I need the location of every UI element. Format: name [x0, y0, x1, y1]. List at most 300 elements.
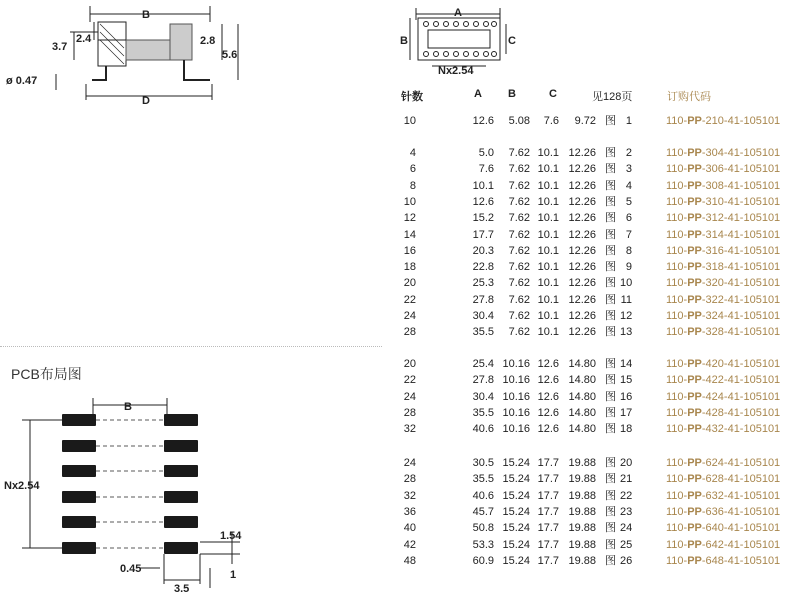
table-row [398, 520, 798, 536]
dim-b-cell: 10.16 [502, 390, 530, 403]
dim-a-cell: 17.7 [472, 228, 494, 241]
dim-a-cell: 45.7 [472, 505, 494, 518]
pin-count-cell: 20 [403, 277, 416, 290]
pin-count-cell: 48 [403, 554, 416, 567]
table-row [398, 421, 798, 437]
order-code-suffix: -306-41-105101 [701, 163, 781, 176]
figure-label-cell: 图 [605, 554, 616, 567]
dim-5-6-label: 5.6 [222, 49, 238, 61]
dim-b-cell: 15.24 [502, 457, 530, 469]
order-code-prefix: 110- [666, 310, 688, 322]
figure-label-cell: 图 [605, 457, 616, 469]
order-code-suffix: -422-41-105101 [701, 374, 781, 387]
table-row [398, 194, 798, 210]
table-row [398, 161, 798, 177]
dim-c-cell: 12.6 [537, 406, 559, 419]
dim-d-cell: 14.80 [568, 358, 596, 370]
dim-a-cell: 60.9 [472, 554, 494, 567]
dim-c-cell: 10.1 [537, 163, 559, 176]
dim-b-cell: 7.62 [508, 212, 530, 225]
dim-a-cell: 30.4 [472, 310, 494, 322]
dim-b-cell: 7.62 [508, 228, 530, 241]
table-row [398, 324, 798, 340]
figure-label-cell: 图 [605, 261, 616, 274]
dim-c-cell: 10.1 [537, 179, 559, 192]
table-row [398, 227, 798, 243]
table-row [398, 210, 798, 226]
order-code-cell [666, 259, 780, 275]
order-code-prefix: 110- [666, 423, 688, 436]
figure-label-cell: 图 [605, 115, 616, 127]
socket-dim-b-label: B [400, 35, 408, 47]
dim-c-cell: 17.7 [537, 489, 559, 502]
dim-a-cell: 30.4 [472, 390, 494, 403]
order-code-suffix: -642-41-105101 [701, 538, 781, 551]
order-code-cell [666, 537, 780, 553]
order-code-prefix: 110- [666, 522, 688, 535]
pcb-pad [62, 414, 96, 426]
dim-d-cell: 12.26 [568, 163, 596, 176]
pcb-layout-title: PCB布局图 [11, 366, 82, 382]
pcb-pad [62, 516, 96, 528]
pin-count-cell: 42 [403, 538, 416, 551]
pin-count-cell: 4 [409, 147, 416, 159]
order-code-plating: PP [687, 195, 702, 208]
pcb-pad [164, 465, 198, 477]
order-code-suffix: -312-41-105101 [701, 212, 781, 225]
order-code-plating: PP [687, 326, 702, 339]
figure-number-cell: 9 [625, 261, 632, 274]
figure-number-cell: 23 [620, 505, 633, 518]
dim-c-cell: 17.7 [537, 457, 559, 469]
figure-number-cell: 20 [620, 457, 633, 469]
pcb-dim-pitch-label: Nx2.54 [4, 480, 40, 492]
dim-a-cell: 30.5 [472, 457, 494, 469]
dim-a-cell: 40.6 [472, 489, 494, 502]
header-order-code: 订购代码 [667, 91, 711, 103]
figure-label-cell: 图 [605, 179, 616, 192]
dim-a-cell: 12.6 [472, 115, 494, 127]
dim-diameter-label: ø 0.47 [6, 75, 38, 87]
dim-b-cell: 15.24 [502, 554, 530, 567]
order-code-plating: PP [687, 406, 702, 419]
dim-d-cell: 12.26 [568, 212, 596, 225]
order-code-suffix: -632-41-105101 [701, 489, 781, 502]
pin-count-cell: 22 [403, 374, 416, 387]
order-code-cell [666, 292, 780, 308]
order-code-suffix: -420-41-105101 [701, 358, 781, 370]
dim-c-cell: 10.1 [537, 147, 559, 159]
pcb-pad [164, 440, 198, 452]
order-code-prefix: 110- [666, 115, 688, 127]
pcb-pad [62, 542, 96, 554]
figure-label-cell: 图 [605, 163, 616, 176]
figure-number-cell: 11 [620, 293, 632, 306]
order-code-plating: PP [687, 244, 702, 257]
order-code-plating: PP [687, 212, 702, 225]
dim-2-8-label: 2.8 [200, 35, 216, 47]
order-code-plating: PP [687, 261, 702, 274]
figure-label-cell: 图 [605, 423, 616, 436]
order-code-suffix: -314-41-105101 [701, 228, 781, 241]
header-b: B [508, 88, 516, 100]
dim-d-cell: 14.80 [568, 374, 596, 387]
dim-a-cell: 40.6 [472, 423, 494, 436]
dim-d-cell: 12.26 [568, 244, 596, 257]
dim-c-cell: 12.6 [537, 390, 559, 403]
order-code-suffix: -322-41-105101 [701, 293, 781, 306]
dim-b-cell: 7.62 [508, 261, 530, 274]
dim-b-cell: 15.24 [502, 538, 530, 551]
order-code-suffix: -624-41-105101 [701, 457, 781, 469]
dim-a-cell: 53.3 [472, 538, 494, 551]
table-row [398, 259, 798, 275]
figure-number-cell: 17 [620, 406, 633, 419]
order-code-prefix: 110- [666, 406, 688, 419]
figure-number-cell: 6 [625, 212, 632, 225]
dim-c-cell: 17.7 [537, 538, 559, 551]
table-row [398, 405, 798, 421]
dim-d-cell: 12.26 [568, 147, 596, 159]
dim-c-cell: 17.7 [537, 473, 559, 486]
dim-b-cell: 10.16 [502, 374, 530, 387]
figure-number-cell: 5 [625, 195, 632, 208]
dim-a-cell: 12.6 [472, 195, 494, 208]
dim-a-cell: 35.5 [472, 326, 494, 339]
figure-number-cell: 14 [620, 358, 633, 370]
order-code-suffix: -424-41-105101 [701, 390, 781, 403]
order-code-prefix: 110- [666, 457, 688, 469]
pin-count-cell: 22 [403, 293, 416, 306]
figure-label-cell: 图 [605, 374, 616, 387]
order-code-cell [666, 243, 780, 259]
order-code-cell [666, 356, 780, 372]
order-code-plating: PP [687, 310, 702, 322]
table-row [398, 145, 798, 161]
figure-number-cell: 22 [620, 489, 633, 502]
dim-a-cell: 20.3 [472, 244, 494, 257]
figure-number-cell: 18 [620, 423, 633, 436]
order-code-plating: PP [687, 147, 702, 159]
order-code-prefix: 110- [666, 212, 688, 225]
pcb-pad [62, 440, 96, 452]
order-code-plating: PP [687, 277, 702, 290]
figure-label-cell: 图 [605, 473, 616, 486]
socket-top-drawing [396, 4, 526, 78]
dim-c-cell: 10.1 [537, 293, 559, 306]
pin-count-cell: 10 [403, 195, 416, 208]
table-row [398, 178, 798, 194]
dim-a-cell: 10.1 [472, 179, 494, 192]
dim-d-cell: 12.26 [568, 261, 596, 274]
figure-number-cell: 21 [620, 473, 633, 486]
order-code-prefix: 110- [666, 390, 688, 403]
dim-c-cell: 17.7 [537, 505, 559, 518]
order-code-cell [666, 194, 780, 210]
dim-a-cell: 25.4 [472, 358, 494, 370]
pcb-dim-0-45-label: 0.45 [120, 563, 142, 575]
pin-count-cell: 20 [403, 358, 416, 370]
socket-dim-pitch-label: Nx2.54 [438, 65, 474, 77]
pcb-pad [164, 414, 198, 426]
table-row [398, 455, 798, 471]
table-row [398, 275, 798, 291]
dim-b-cell: 10.16 [502, 406, 530, 419]
order-code-cell [666, 553, 780, 569]
dim-d-cell: 19.88 [568, 538, 596, 551]
order-code-cell [666, 504, 780, 520]
pcb-dim-b-label: B [124, 401, 132, 413]
order-code-suffix: -320-41-105101 [701, 277, 781, 290]
dim-d-cell: 19.88 [568, 457, 596, 469]
figure-label-cell: 图 [605, 489, 616, 502]
section-divider [0, 346, 382, 347]
table-row [398, 308, 798, 324]
dim-b-cell: 7.62 [508, 326, 530, 339]
pcb-pad [62, 491, 96, 503]
dim-d-cell: 12.26 [568, 195, 596, 208]
dim-a-cell: 35.5 [472, 473, 494, 486]
figure-label-cell: 图 [605, 212, 616, 225]
pin-count-cell: 36 [403, 505, 416, 518]
figure-number-cell: 15 [620, 374, 633, 387]
order-code-prefix: 110- [666, 277, 688, 290]
table-row [398, 356, 798, 372]
dim-d-cell: 19.88 [568, 473, 596, 486]
pin-count-cell: 14 [403, 228, 416, 241]
pcb-dim-1-54-label: 1.54 [220, 530, 242, 542]
order-code-prefix: 110- [666, 505, 688, 518]
header-pins: 针数 [401, 91, 423, 103]
pcb-dim-3-5-label: 3.5 [174, 583, 190, 595]
pin-count-cell: 24 [403, 310, 416, 322]
order-code-plating: PP [687, 489, 702, 502]
dim-a-cell: 7.6 [478, 163, 494, 176]
dim-c-cell: 10.1 [537, 261, 559, 274]
dim-d-cell: 12.26 [568, 293, 596, 306]
dim-c-cell: 10.1 [537, 310, 559, 322]
dim-2-4-label: 2.4 [76, 33, 92, 45]
table-row [398, 488, 798, 504]
dim-b-cell: 7.62 [508, 179, 530, 192]
dim-d-cell: 12.26 [568, 179, 596, 192]
dim-a-cell: 15.2 [472, 212, 494, 225]
order-code-plating: PP [687, 390, 702, 403]
pin-count-cell: 28 [403, 406, 416, 419]
socket-dim-c-label: C [508, 35, 516, 47]
order-code-prefix: 110- [666, 228, 688, 241]
socket-dim-a-label: A [454, 7, 462, 19]
dim-d-cell: 14.80 [568, 406, 596, 419]
pin-count-cell: 32 [403, 489, 416, 502]
table-row [398, 389, 798, 405]
figure-label-cell: 图 [605, 195, 616, 208]
figure-label-cell: 图 [605, 310, 616, 322]
order-code-cell [666, 275, 780, 291]
order-code-prefix: 110- [666, 326, 688, 339]
order-code-cell [666, 372, 780, 388]
dim-d-cell: 9.72 [574, 115, 596, 127]
figure-number-cell: 8 [625, 244, 632, 257]
figure-number-cell: 12 [620, 310, 633, 322]
order-code-suffix: -428-41-105101 [701, 406, 781, 419]
figure-label-cell: 图 [605, 326, 616, 339]
dim-d-label: D [142, 95, 150, 107]
order-code-cell [666, 178, 780, 194]
dim-c-cell: 7.6 [543, 115, 559, 127]
order-code-cell [666, 471, 780, 487]
order-code-suffix: -210-41-105101 [701, 115, 781, 127]
order-code-cell [666, 520, 780, 536]
figure-number-cell: 4 [625, 179, 632, 192]
dim-b-cell: 7.62 [508, 310, 530, 322]
pin-count-cell: 16 [403, 244, 416, 257]
pcb-layout-drawing [0, 392, 300, 597]
figure-label-cell: 图 [605, 522, 616, 535]
header-see-page: 见128页 [592, 91, 633, 103]
header-c: C [549, 88, 557, 100]
pcb-pad [62, 465, 96, 477]
table-row [398, 471, 798, 487]
order-code-prefix: 110- [666, 163, 688, 176]
order-code-plating: PP [687, 457, 702, 469]
dim-b-cell: 15.24 [502, 489, 530, 502]
figure-label-cell: 图 [605, 147, 616, 159]
table-row [398, 553, 798, 569]
order-code-cell [666, 488, 780, 504]
order-code-prefix: 110- [666, 554, 688, 567]
order-code-suffix: -310-41-105101 [701, 195, 781, 208]
pin-count-cell: 32 [403, 423, 416, 436]
dim-a-cell: 25.3 [472, 277, 494, 290]
order-code-plating: PP [687, 228, 702, 241]
figure-number-cell: 10 [620, 277, 633, 290]
order-code-plating: PP [687, 163, 702, 176]
dim-b-cell: 5.08 [508, 115, 530, 127]
dim-d-cell: 12.26 [568, 277, 596, 290]
order-code-suffix: -636-41-105101 [701, 505, 781, 518]
dim-c-cell: 10.1 [537, 212, 559, 225]
pin-count-cell: 10 [403, 115, 416, 127]
pin-count-cell: 40 [403, 522, 416, 535]
dim-d-cell: 19.88 [568, 489, 596, 502]
order-code-plating: PP [687, 423, 702, 436]
dim-b-cell: 10.16 [502, 358, 530, 370]
figure-number-cell: 24 [620, 522, 633, 535]
table-row [398, 243, 798, 259]
order-code-suffix: -640-41-105101 [701, 522, 781, 535]
order-code-plating: PP [687, 505, 702, 518]
dim-a-cell: 50.8 [472, 522, 494, 535]
pin-count-cell: 12 [403, 212, 416, 225]
order-code-prefix: 110- [666, 261, 688, 274]
pin-count-cell: 8 [409, 179, 416, 192]
figure-label-cell: 图 [605, 228, 616, 241]
order-code-prefix: 110- [666, 147, 688, 159]
order-code-plating: PP [687, 374, 702, 387]
order-code-suffix: -304-41-105101 [701, 147, 781, 159]
dim-c-cell: 17.7 [537, 522, 559, 535]
figure-label-cell: 图 [605, 358, 616, 370]
figure-label-cell: 图 [605, 293, 616, 306]
order-code-cell [666, 145, 780, 161]
order-code-suffix: -628-41-105101 [701, 473, 781, 486]
order-code-prefix: 110- [666, 489, 688, 502]
pin-count-cell: 24 [403, 457, 416, 469]
table-row [398, 537, 798, 553]
pin-count-cell: 28 [403, 473, 416, 486]
dim-d-cell: 19.88 [568, 505, 596, 518]
dim-c-cell: 17.7 [537, 554, 559, 567]
order-code-plating: PP [687, 473, 702, 486]
dim-b-cell: 15.24 [502, 505, 530, 518]
pin-count-cell: 24 [403, 390, 416, 403]
dim-c-cell: 10.1 [537, 326, 559, 339]
order-code-plating: PP [687, 293, 702, 306]
order-code-cell [666, 308, 780, 324]
order-code-cell [666, 421, 780, 437]
order-code-cell [666, 113, 780, 129]
order-code-plating: PP [687, 179, 702, 192]
figure-label-cell: 图 [605, 244, 616, 257]
order-code-plating: PP [687, 538, 702, 551]
pin-count-cell: 6 [409, 163, 416, 176]
order-code-cell [666, 210, 780, 226]
dim-d-cell: 14.80 [568, 390, 596, 403]
side-view-drawing [0, 0, 380, 110]
table-row [398, 504, 798, 520]
order-code-prefix: 110- [666, 293, 688, 306]
order-code-prefix: 110- [666, 538, 688, 551]
header-a: A [474, 88, 482, 100]
pin-count-cell: 18 [403, 261, 416, 274]
dim-a-cell: 5.0 [478, 147, 494, 159]
pcb-pad [164, 516, 198, 528]
figure-number-cell: 3 [625, 163, 632, 176]
dim-3-7-label: 3.7 [52, 41, 68, 53]
order-code-prefix: 110- [666, 179, 688, 192]
pcb-pad [164, 542, 198, 554]
dim-d-cell: 14.80 [568, 423, 596, 436]
order-code-plating: PP [687, 358, 702, 370]
table-row [398, 292, 798, 308]
dim-b-cell: 7.62 [508, 293, 530, 306]
order-code-prefix: 110- [666, 358, 688, 370]
dim-b-cell: 7.62 [508, 195, 530, 208]
figure-number-cell: 13 [620, 326, 633, 339]
dim-b-cell: 7.62 [508, 277, 530, 290]
dim-b-cell: 7.62 [508, 147, 530, 159]
dim-b-cell: 15.24 [502, 473, 530, 486]
order-code-suffix: -318-41-105101 [701, 261, 781, 274]
figure-label-cell: 图 [605, 505, 616, 518]
dim-d-cell: 19.88 [568, 554, 596, 567]
order-code-prefix: 110- [666, 244, 688, 257]
order-code-plating: PP [687, 522, 702, 535]
dim-c-cell: 10.1 [537, 277, 559, 290]
order-code-suffix: -648-41-105101 [701, 554, 781, 567]
dim-d-cell: 12.26 [568, 310, 596, 322]
order-code-prefix: 110- [666, 374, 688, 387]
pcb-dim-1-label: 1 [230, 569, 237, 581]
order-code-suffix: -324-41-105101 [701, 310, 781, 322]
order-code-prefix: 110- [666, 195, 688, 208]
dim-c-cell: 10.1 [537, 244, 559, 257]
dim-b-label: B [142, 9, 150, 21]
figure-label-cell: 图 [605, 406, 616, 419]
figure-number-cell: 2 [625, 147, 632, 159]
figure-number-cell: 25 [620, 538, 633, 551]
